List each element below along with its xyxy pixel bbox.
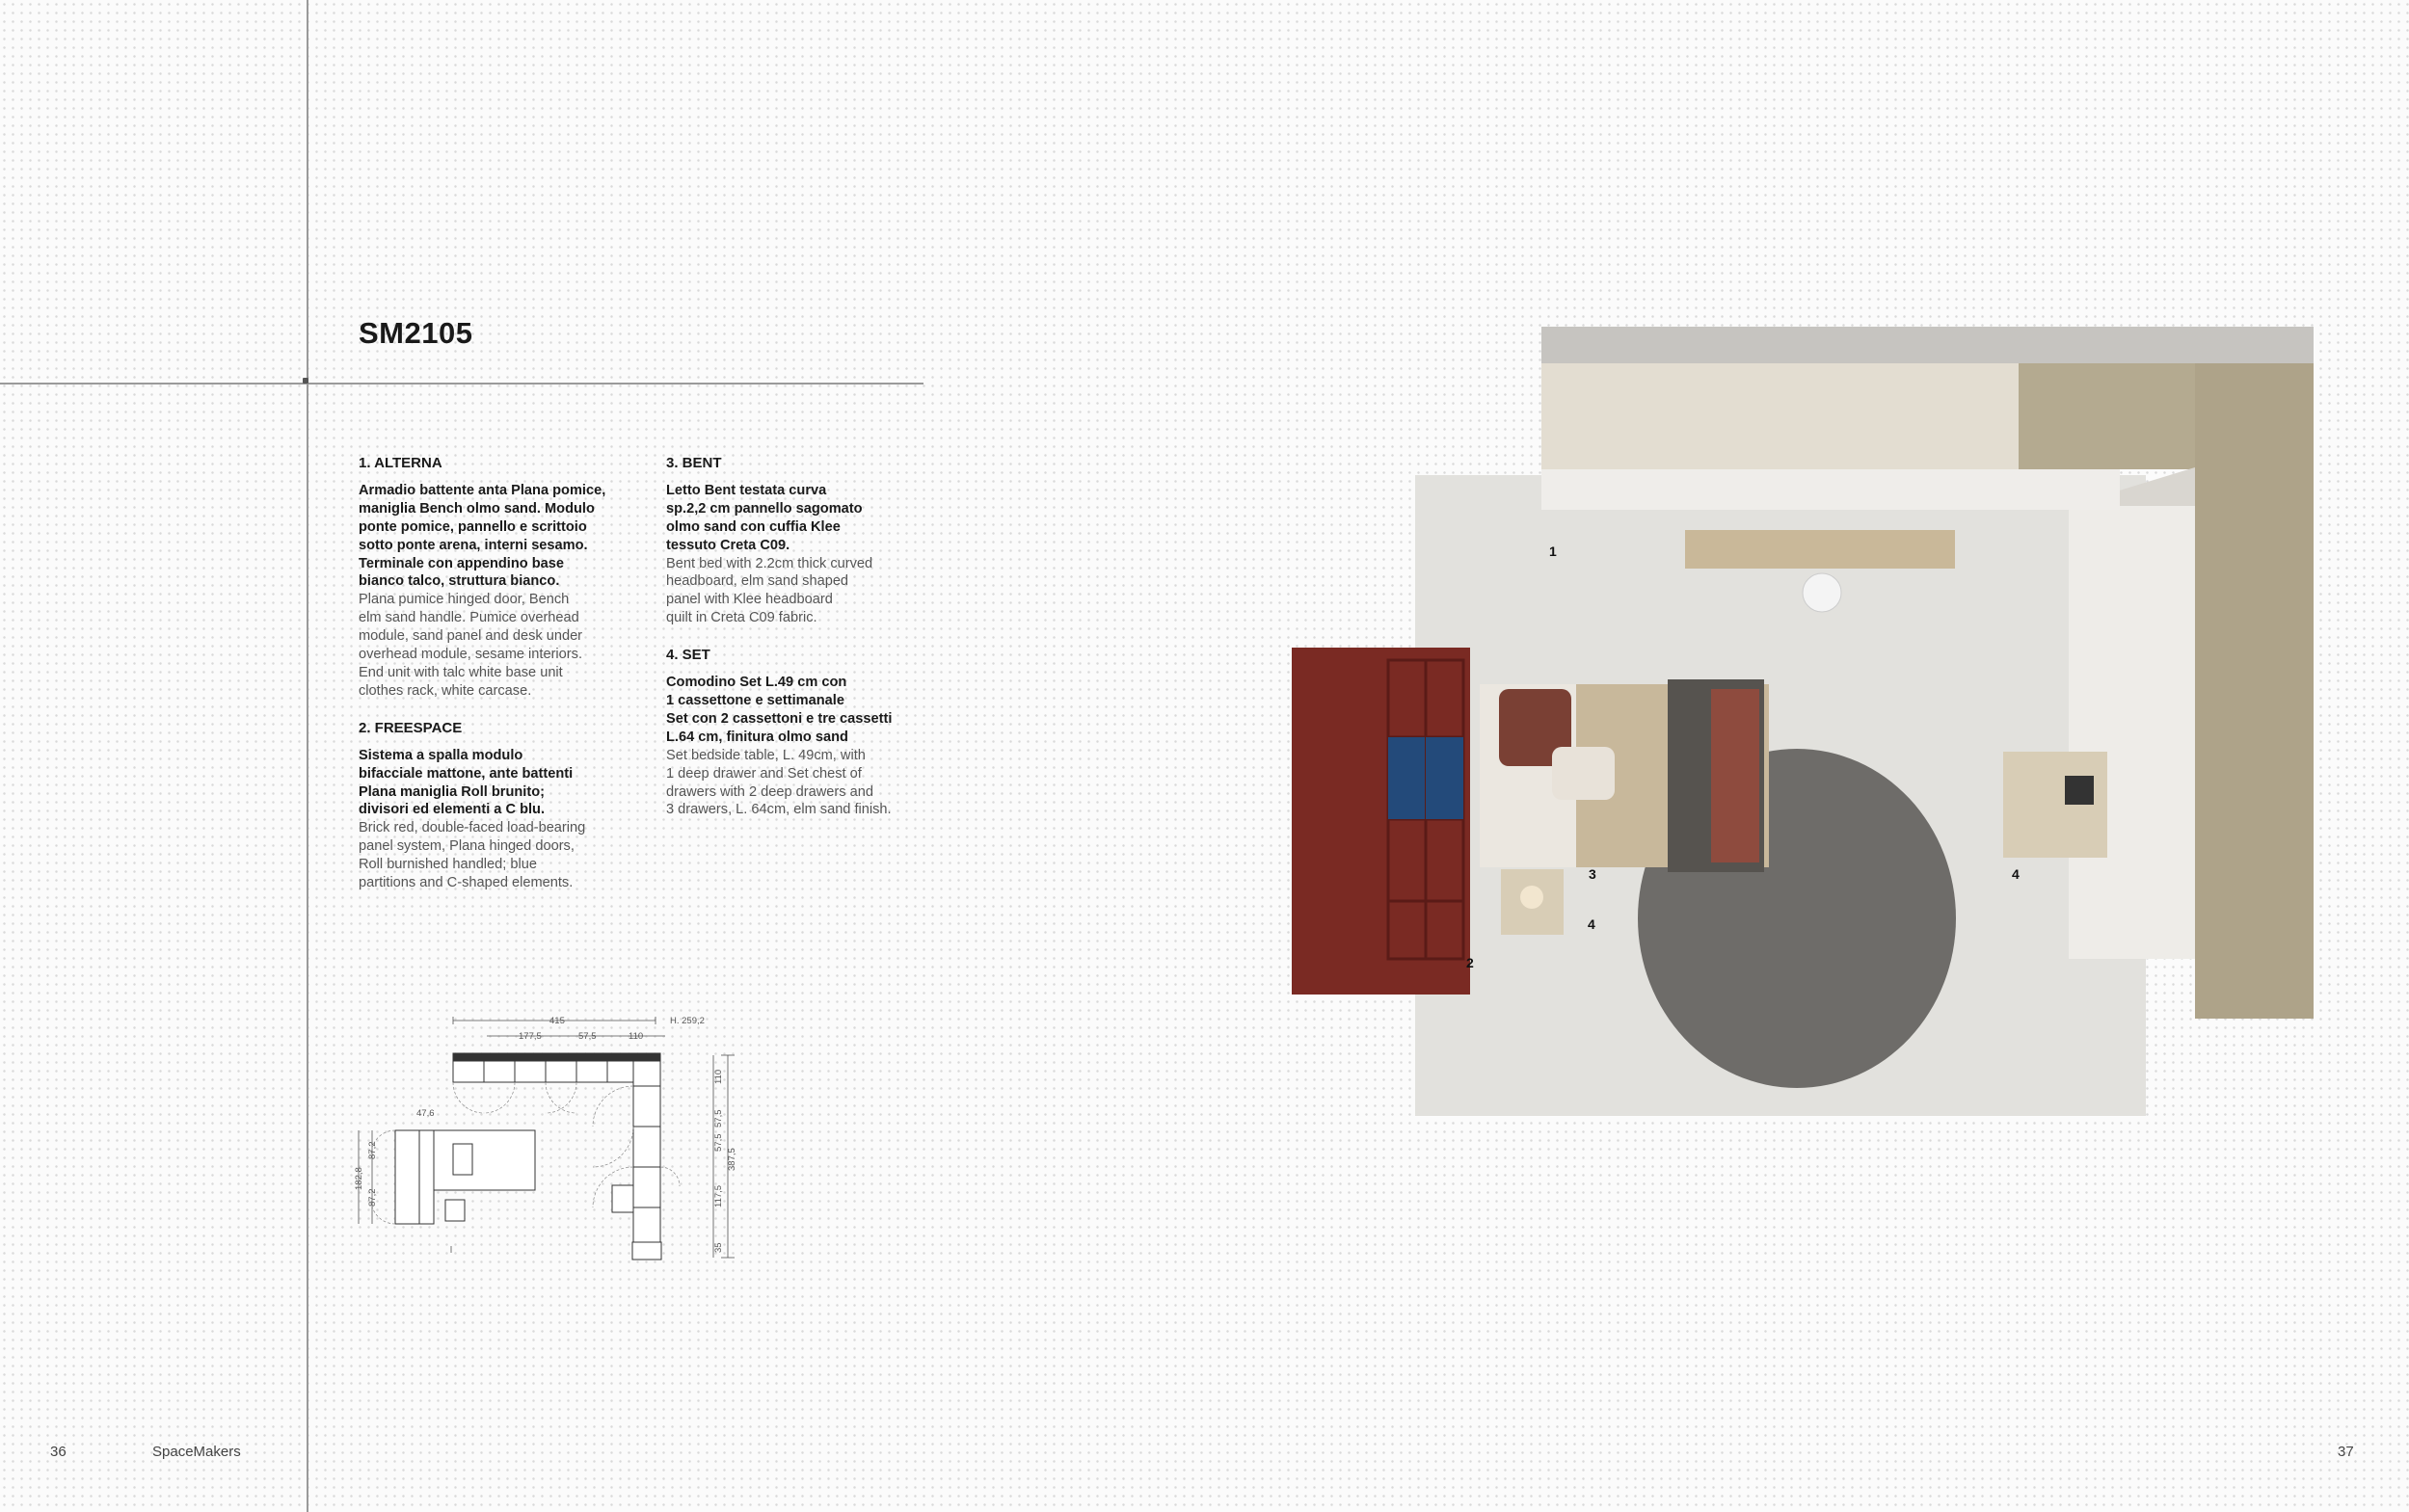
section-italian: Letto Bent testata curva sp.2,2 cm pannello sagomato olmo sand con cuffia Klee tessuto Creta C09. bbox=[666, 482, 863, 553]
dim-left-gap: 47,6 bbox=[416, 1108, 435, 1119]
section-set bbox=[666, 647, 955, 819]
section-italian: Comodino Set L.49 cm con 1 cassettone e settimanale Set con 2 cassettoni e tre cassetti L.64 cm, finitura olmo sand bbox=[666, 675, 893, 745]
section-italian: Sistema a spalla modulo bifacciale mattone, ante battenti Plana maniglia Roll brunito; divisori ed elementi a C blu. bbox=[359, 747, 574, 818]
freespace-bookcase bbox=[1292, 648, 1470, 995]
wall-units bbox=[1541, 469, 2120, 510]
section-english: Set bedside table, L. 49cm, with 1 deep drawer and Set chest of drawers with 2 deep drawers and 3 drawers, L. 64cm, elm sand finish. bbox=[666, 747, 892, 818]
room-top-view-photo bbox=[1292, 323, 2318, 1127]
section-heading: 2. FREESPACE bbox=[359, 719, 463, 736]
decor-object bbox=[2065, 776, 2094, 805]
wardrobe-pumice-doors bbox=[2069, 506, 2195, 959]
dim-w3: 110 bbox=[629, 1031, 644, 1042]
dim-height: H. 259,2 bbox=[670, 1016, 705, 1026]
text-column-left bbox=[359, 455, 648, 912]
section-bent bbox=[666, 455, 955, 627]
lamp bbox=[1520, 886, 1543, 909]
page-title: SM2105 bbox=[359, 316, 473, 350]
dim-right-d: 35 bbox=[713, 1242, 724, 1253]
photo-label-1: 1 bbox=[1549, 544, 1557, 559]
blue-partition bbox=[1388, 737, 1425, 819]
dim-left-total: 182,8 bbox=[354, 1167, 364, 1190]
desk bbox=[1685, 530, 1955, 569]
dim-w2: 57,5 bbox=[578, 1031, 597, 1042]
overhead-module bbox=[1541, 363, 2019, 469]
photo-label-2: 2 bbox=[1466, 955, 1474, 970]
dim-right-b: 57,5 bbox=[713, 1133, 724, 1152]
section-english: Bent bed with 2.2cm thick curved headboard, elm sand shaped panel with Klee headboard quilt in Creta C09 fabric. bbox=[666, 555, 873, 626]
section-italian: Armadio battente anta Plana pomice, maniglia Bench olmo sand. Modulo ponte pomice, pannello e scrittoio sotto ponte arena, interni sesamo. Terminale con appendino base bianco talco, struttura bianco. bbox=[359, 482, 606, 590]
dim-left-a: 87,2 bbox=[367, 1141, 378, 1159]
photo-label-4: 4 bbox=[1588, 916, 1595, 932]
page-number-right: 37 bbox=[2338, 1444, 2354, 1460]
dim-right-c: 117,5 bbox=[713, 1184, 724, 1207]
dim-w1: 177,5 bbox=[519, 1031, 542, 1042]
section-english: Brick red, double-faced load-bearing panel system, Plana hinged doors, Roll burnished handled; blue partitions and C-shaped elements. bbox=[359, 820, 586, 891]
floor-plan-drawing bbox=[347, 1007, 737, 1267]
dim-left-b: 87,2 bbox=[367, 1188, 378, 1207]
text-column-right bbox=[666, 455, 955, 838]
section-heading: 3. BENT bbox=[666, 455, 722, 471]
horizontal-rule bbox=[0, 383, 923, 385]
dim-total-width: 415 bbox=[549, 1016, 565, 1026]
photo-label-4-b: 4 bbox=[2012, 866, 2020, 882]
dim-right-top: 110 bbox=[713, 1069, 724, 1084]
vertical-rule bbox=[307, 0, 308, 1512]
pillow-cream bbox=[1552, 747, 1615, 800]
wardrobe-sand-column bbox=[2195, 363, 2314, 1019]
section-freespace bbox=[359, 720, 648, 892]
photo-label-3: 3 bbox=[1589, 866, 1596, 882]
page-number-left: 36 bbox=[50, 1444, 67, 1460]
dim-right-total: 387,5 bbox=[727, 1148, 737, 1171]
section-heading: 1. ALTERNA bbox=[359, 455, 442, 471]
section-alterna bbox=[359, 455, 648, 701]
dim-right-a: 57,5 bbox=[713, 1109, 724, 1127]
brand-name: SpaceMakers bbox=[152, 1444, 241, 1460]
rule-marker bbox=[303, 378, 308, 384]
desk-chair bbox=[1803, 573, 1841, 612]
section-english: Plana pumice hinged door, Bench elm sand handle. Pumice overhead module, sand panel and desk under overhead module, sesame interiors. End unit with talc white base unit clothes rack, white carcase. bbox=[359, 592, 583, 699]
section-heading: 4. SET bbox=[666, 647, 710, 664]
